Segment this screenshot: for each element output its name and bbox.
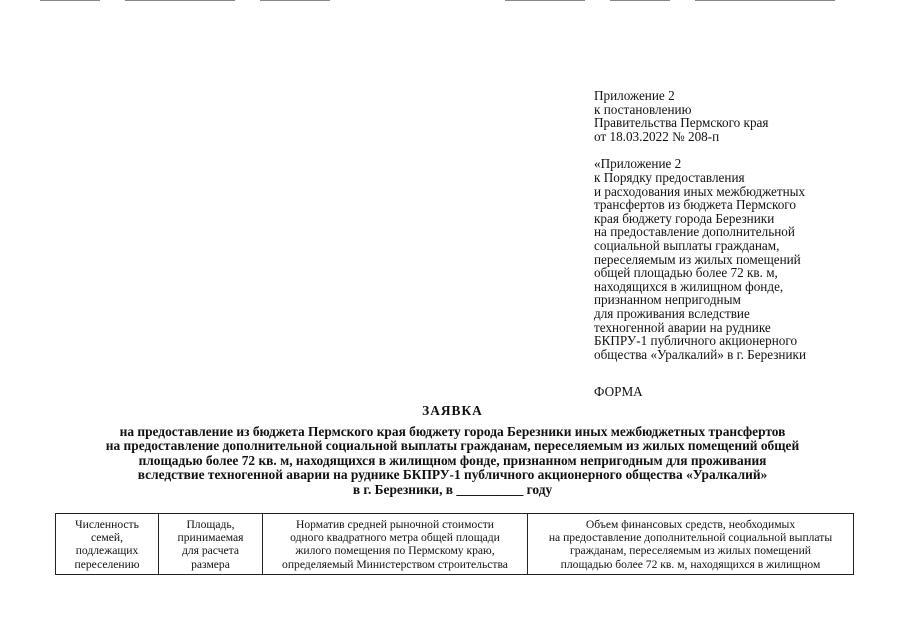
appendix-order	[594, 157, 894, 361]
top-edge-line	[505, 0, 585, 1]
appendix-order-line: социальной выплаты гражданам,	[594, 237, 780, 253]
header-cell-area	[159, 514, 263, 575]
title-line: вследствие техногенной аварии на руднике БКПРУ-1 публичного акционерного общества «Уралкалий»	[137, 467, 768, 483]
header-cell-line: принимаемая	[177, 531, 244, 545]
top-edge-line	[260, 0, 330, 1]
header-cell-line: для расчета	[181, 544, 240, 558]
header-cell-norm-cost	[263, 514, 528, 575]
header-cell-families	[56, 514, 159, 575]
title-line: в г. Березники, в __________ году	[352, 481, 553, 497]
appendix-header-line: Приложение 2	[594, 88, 675, 103]
title-line: на предоставление из бюджета Пермского края бюджету города Березники иных межбюджетных трансфертов	[119, 423, 786, 439]
title-heading: ЗАЯВКА	[422, 403, 483, 418]
title-line: площадью более 72 кв. м, находящихся в жилищном фонде, признанном непригодным для проживания	[138, 452, 767, 468]
header-cell-line: переселению	[74, 557, 140, 571]
header-cell-line: размера	[191, 557, 230, 571]
appendix-order-line: к Порядку предоставления	[594, 169, 745, 185]
appendix-order-line: переселяемым из жилых помещений	[594, 251, 801, 267]
title-line: на предоставление дополнительной социальной выплаты гражданам, переселяемым из жилых помещений общей	[105, 438, 800, 454]
appendix-block	[594, 89, 894, 399]
top-edge-line	[40, 0, 100, 1]
header-cell-line: площадью более 72 кв. м, находящихся в жилищном	[560, 557, 821, 571]
top-edge-line	[695, 0, 835, 1]
appendix-header	[594, 89, 894, 143]
appendix-order-line: края бюджету города Березники	[594, 210, 775, 226]
header-cell-line: семей,	[90, 531, 124, 545]
appendix-header-line: Правительства Пермского края	[594, 115, 769, 131]
form-label: ФОРМА	[594, 384, 643, 400]
appendix-order-line: и расходования иных межбюджетных	[594, 183, 806, 199]
appendix-order-line: общества «Уралкалий» в г. Березники	[594, 346, 806, 362]
header-cell-line: Объем финансовых средств, необходимых	[585, 518, 796, 531]
header-cell-line: Численность	[75, 518, 139, 531]
header-cell-line: на предоставление дополнительной социальной выплаты	[548, 531, 833, 545]
header-cell-line: гражданам, переселяемым из жилых помещений	[570, 544, 811, 558]
appendix-order-line: общей площадью более 72 кв. м,	[594, 265, 778, 281]
top-edge-line	[125, 0, 235, 1]
document-title	[40, 404, 865, 498]
header-cell-line: подлежащих	[75, 544, 139, 558]
header-cell-line: Площадь,	[186, 518, 235, 531]
header-cell-line: определяемый Министерством строительства	[282, 557, 508, 571]
request-table	[55, 513, 854, 575]
top-edge-line	[610, 0, 670, 1]
header-cell-line: одного квадратного метра общей площади	[290, 531, 500, 545]
appendix-order-line: БКПРУ-1 публичного акционерного	[594, 333, 798, 349]
appendix-order-line: находящихся в жилищном фонде,	[594, 278, 784, 294]
header-cell-line: Норматив средней рыночной стоимости	[296, 518, 494, 531]
header-cell-line: жилого помещения по Пермскому краю,	[295, 544, 495, 558]
appendix-header-line: к постановлению	[594, 101, 692, 117]
appendix-order-line: «Приложение 2	[594, 156, 682, 172]
appendix-order-line: на предоставление дополнительной	[594, 224, 795, 240]
appendix-order-line: техногенной аварии на руднике	[594, 319, 771, 335]
appendix-header-line: от 18.03.2022 № 208-п	[594, 128, 720, 144]
table-header-row	[56, 514, 854, 575]
appendix-order-line: для проживания вследствие	[594, 305, 750, 321]
header-cell-funding-volume	[528, 514, 854, 575]
appendix-order-line: признанном непригодным	[594, 292, 741, 308]
appendix-order-line: трансфертов из бюджета Пермского	[594, 197, 796, 213]
